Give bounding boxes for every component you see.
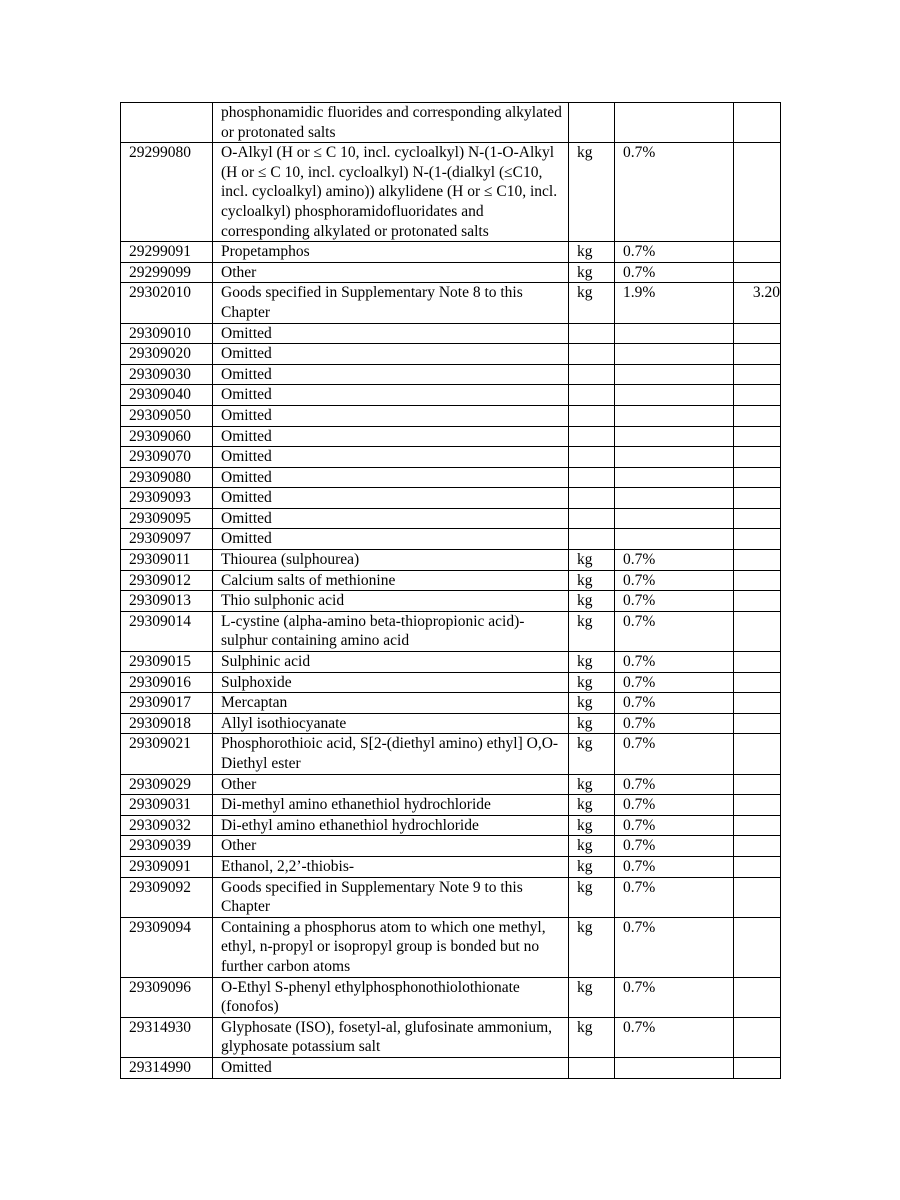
- description-cell: O-Ethyl S-phenyl ethylphosphonothiolothionate (fonofos): [213, 977, 569, 1017]
- tariff-code-cell: 29309096: [121, 977, 213, 1017]
- duty-rate-cell: [615, 426, 734, 447]
- duty-rate-cell: 0.7%: [615, 570, 734, 591]
- tariff-code-cell: 29309029: [121, 774, 213, 795]
- duty-rate-cell: 0.7%: [615, 611, 734, 651]
- table-row: [121, 795, 781, 816]
- tariff-code-cell: 29309060: [121, 426, 213, 447]
- extra-rate-cell: [734, 836, 781, 857]
- description-cell: Thiourea (sulphourea): [213, 550, 569, 571]
- unit-cell: kg: [569, 143, 615, 242]
- unit-cell: kg: [569, 262, 615, 283]
- tariff-code-cell: 29309012: [121, 570, 213, 591]
- extra-rate-cell: [734, 856, 781, 877]
- tariff-code-cell: 29309030: [121, 364, 213, 385]
- description-cell: Thio sulphonic acid: [213, 591, 569, 612]
- unit-cell: [569, 529, 615, 550]
- duty-rate-cell: 0.7%: [615, 652, 734, 673]
- table-row: [121, 1017, 781, 1057]
- unit-cell: [569, 364, 615, 385]
- extra-rate-cell: [734, 1057, 781, 1078]
- tariff-code-cell: 29309021: [121, 734, 213, 774]
- description-cell: Calcium salts of methionine: [213, 570, 569, 591]
- duty-rate-cell: 0.7%: [615, 672, 734, 693]
- tariff-code-cell: 29309032: [121, 815, 213, 836]
- tariff-code-cell: 29309080: [121, 467, 213, 488]
- duty-rate-cell: [615, 323, 734, 344]
- extra-rate-cell: [734, 426, 781, 447]
- table-row: [121, 1057, 781, 1078]
- unit-cell: [569, 467, 615, 488]
- tariff-code-cell: 29309011: [121, 550, 213, 571]
- table-row: [121, 713, 781, 734]
- unit-cell: [569, 344, 615, 365]
- unit-cell: [569, 508, 615, 529]
- duty-rate-cell: 0.7%: [615, 734, 734, 774]
- unit-cell: kg: [569, 815, 615, 836]
- extra-rate-cell: [734, 1017, 781, 1057]
- extra-rate-cell: [734, 262, 781, 283]
- tariff-code-cell: 29309091: [121, 856, 213, 877]
- unit-cell: kg: [569, 242, 615, 263]
- table-row: [121, 570, 781, 591]
- extra-rate-cell: [734, 508, 781, 529]
- description-cell: Propetamphos: [213, 242, 569, 263]
- description-cell: Omitted: [213, 488, 569, 509]
- duty-rate-cell: [615, 529, 734, 550]
- description-cell: Glyphosate (ISO), fosetyl-al, glufosinate ammonium, glyphosate potassium salt: [213, 1017, 569, 1057]
- table-row: [121, 693, 781, 714]
- table-row: [121, 815, 781, 836]
- table-row: [121, 323, 781, 344]
- table-row: [121, 262, 781, 283]
- extra-rate-cell: [734, 977, 781, 1017]
- description-cell: Omitted: [213, 447, 569, 468]
- table-row: [121, 508, 781, 529]
- unit-cell: kg: [569, 672, 615, 693]
- extra-rate-cell: [734, 447, 781, 468]
- table-row: [121, 143, 781, 242]
- table-row: [121, 242, 781, 263]
- duty-rate-cell: [615, 467, 734, 488]
- extra-rate-cell: [734, 652, 781, 673]
- description-cell: Goods specified in Supplementary Note 8 to this Chapter: [213, 283, 569, 323]
- description-cell: Other: [213, 836, 569, 857]
- tariff-table-body: [121, 103, 781, 1079]
- duty-rate-cell: 1.9%: [615, 283, 734, 323]
- duty-rate-cell: 0.7%: [615, 713, 734, 734]
- description-cell: Mercaptan: [213, 693, 569, 714]
- extra-rate-cell: 3.20: [734, 283, 781, 323]
- duty-rate-cell: 0.7%: [615, 1017, 734, 1057]
- unit-cell: [569, 447, 615, 468]
- table-row: [121, 405, 781, 426]
- extra-rate-cell: [734, 242, 781, 263]
- tariff-code-cell: 29299091: [121, 242, 213, 263]
- duty-rate-cell: 0.7%: [615, 774, 734, 795]
- extra-rate-cell: [734, 570, 781, 591]
- description-cell: Other: [213, 262, 569, 283]
- tariff-code-cell: 29299080: [121, 143, 213, 242]
- unit-cell: kg: [569, 774, 615, 795]
- extra-rate-cell: [734, 672, 781, 693]
- table-row: [121, 426, 781, 447]
- tariff-code-cell: 29309013: [121, 591, 213, 612]
- extra-rate-cell: [734, 323, 781, 344]
- duty-rate-cell: [615, 1057, 734, 1078]
- table-row: [121, 611, 781, 651]
- description-cell: Phosphorothioic acid, S[2-(diethyl amino) ethyl] O,O-Diethyl ester: [213, 734, 569, 774]
- extra-rate-cell: [734, 734, 781, 774]
- extra-rate-cell: [734, 611, 781, 651]
- extra-rate-cell: [734, 488, 781, 509]
- unit-cell: kg: [569, 570, 615, 591]
- description-cell: Di-methyl amino ethanethiol hydrochloride: [213, 795, 569, 816]
- tariff-code-cell: 29314990: [121, 1057, 213, 1078]
- description-cell: Omitted: [213, 529, 569, 550]
- table-row: [121, 652, 781, 673]
- unit-cell: [569, 488, 615, 509]
- unit-cell: kg: [569, 283, 615, 323]
- unit-cell: kg: [569, 550, 615, 571]
- extra-rate-cell: [734, 550, 781, 571]
- duty-rate-cell: 0.7%: [615, 693, 734, 714]
- unit-cell: kg: [569, 917, 615, 977]
- tariff-code-cell: 29309070: [121, 447, 213, 468]
- description-cell: Omitted: [213, 426, 569, 447]
- tariff-code-cell: 29309093: [121, 488, 213, 509]
- tariff-code-cell: 29309039: [121, 836, 213, 857]
- duty-rate-cell: 0.7%: [615, 550, 734, 571]
- tariff-table: [120, 102, 781, 1079]
- extra-rate-cell: [734, 917, 781, 977]
- description-cell: Omitted: [213, 364, 569, 385]
- table-row: [121, 917, 781, 977]
- description-cell: Omitted: [213, 385, 569, 406]
- table-row: [121, 591, 781, 612]
- tariff-code-cell: 29299099: [121, 262, 213, 283]
- extra-rate-cell: [734, 774, 781, 795]
- description-cell: phosphonamidic fluorides and corresponding alkylated or protonated salts: [213, 103, 569, 143]
- table-row: [121, 734, 781, 774]
- table-row: [121, 488, 781, 509]
- unit-cell: kg: [569, 877, 615, 917]
- extra-rate-cell: [734, 693, 781, 714]
- description-cell: O-Alkyl (H or ≤ C 10, incl. cycloalkyl) N-(1-O-Alkyl (H or ≤ C 10, incl. cycloalkyl) N-(1-(dialkyl (≤C10, incl. cycloalkyl) amino)) alkylidene (H or ≤ C10, incl. cycloalkyl) phosphoramidofluoridates and corresponding alkylated or protonated salts: [213, 143, 569, 242]
- description-cell: Sulphoxide: [213, 672, 569, 693]
- extra-rate-cell: [734, 143, 781, 242]
- unit-cell: kg: [569, 611, 615, 651]
- description-cell: Omitted: [213, 405, 569, 426]
- duty-rate-cell: 0.7%: [615, 143, 734, 242]
- tariff-code-cell: 29309018: [121, 713, 213, 734]
- description-cell: L-cystine (alpha-amino beta-thiopropionic acid)-sulphur containing amino acid: [213, 611, 569, 651]
- unit-cell: kg: [569, 836, 615, 857]
- unit-cell: kg: [569, 591, 615, 612]
- duty-rate-cell: [615, 508, 734, 529]
- unit-cell: kg: [569, 977, 615, 1017]
- extra-rate-cell: [734, 344, 781, 365]
- table-row: [121, 344, 781, 365]
- table-row: [121, 364, 781, 385]
- unit-cell: [569, 1057, 615, 1078]
- tariff-code-cell: 29302010: [121, 283, 213, 323]
- duty-rate-cell: 0.7%: [615, 242, 734, 263]
- description-cell: Omitted: [213, 344, 569, 365]
- unit-cell: [569, 103, 615, 143]
- table-row: [121, 385, 781, 406]
- table-row: [121, 977, 781, 1017]
- tariff-code-cell: 29309092: [121, 877, 213, 917]
- description-cell: Containing a phosphorus atom to which one methyl, ethyl, n-propyl or isopropyl group is bonded but no further carbon atoms: [213, 917, 569, 977]
- tariff-code-cell: 29309097: [121, 529, 213, 550]
- table-row: [121, 103, 781, 143]
- table-row: [121, 856, 781, 877]
- description-cell: Goods specified in Supplementary Note 9 to this Chapter: [213, 877, 569, 917]
- unit-cell: kg: [569, 652, 615, 673]
- extra-rate-cell: [734, 385, 781, 406]
- description-cell: Omitted: [213, 323, 569, 344]
- duty-rate-cell: [615, 405, 734, 426]
- extra-rate-cell: [734, 467, 781, 488]
- table-row: [121, 283, 781, 323]
- duty-rate-cell: 0.7%: [615, 856, 734, 877]
- tariff-code-cell: 29309031: [121, 795, 213, 816]
- table-row: [121, 877, 781, 917]
- tariff-code-cell: 29309050: [121, 405, 213, 426]
- tariff-code-cell: 29309010: [121, 323, 213, 344]
- duty-rate-cell: [615, 344, 734, 365]
- description-cell: Omitted: [213, 508, 569, 529]
- unit-cell: kg: [569, 734, 615, 774]
- tariff-code-cell: 29314930: [121, 1017, 213, 1057]
- tariff-code-cell: [121, 103, 213, 143]
- duty-rate-cell: 0.7%: [615, 262, 734, 283]
- tariff-code-cell: 29309020: [121, 344, 213, 365]
- table-row: [121, 529, 781, 550]
- extra-rate-cell: [734, 713, 781, 734]
- description-cell: Omitted: [213, 467, 569, 488]
- table-row: [121, 550, 781, 571]
- duty-rate-cell: 0.7%: [615, 591, 734, 612]
- duty-rate-cell: [615, 385, 734, 406]
- description-cell: Allyl isothiocyanate: [213, 713, 569, 734]
- duty-rate-cell: 0.7%: [615, 836, 734, 857]
- extra-rate-cell: [734, 103, 781, 143]
- table-row: [121, 774, 781, 795]
- duty-rate-cell: 0.7%: [615, 917, 734, 977]
- unit-cell: [569, 405, 615, 426]
- table-row: [121, 836, 781, 857]
- description-cell: Other: [213, 774, 569, 795]
- unit-cell: kg: [569, 1017, 615, 1057]
- tariff-code-cell: 29309095: [121, 508, 213, 529]
- duty-rate-cell: [615, 488, 734, 509]
- extra-rate-cell: [734, 815, 781, 836]
- unit-cell: kg: [569, 713, 615, 734]
- unit-cell: kg: [569, 693, 615, 714]
- unit-cell: kg: [569, 856, 615, 877]
- unit-cell: [569, 323, 615, 344]
- tariff-code-cell: 29309016: [121, 672, 213, 693]
- tariff-code-cell: 29309094: [121, 917, 213, 977]
- table-row: [121, 672, 781, 693]
- duty-rate-cell: 0.7%: [615, 795, 734, 816]
- duty-rate-cell: 0.7%: [615, 977, 734, 1017]
- extra-rate-cell: [734, 795, 781, 816]
- description-cell: Ethanol, 2,2’-thiobis-: [213, 856, 569, 877]
- tariff-code-cell: 29309017: [121, 693, 213, 714]
- tariff-code-cell: 29309015: [121, 652, 213, 673]
- table-row: [121, 447, 781, 468]
- extra-rate-cell: [734, 405, 781, 426]
- extra-rate-cell: [734, 591, 781, 612]
- description-cell: Sulphinic acid: [213, 652, 569, 673]
- description-cell: Di-ethyl amino ethanethiol hydrochloride: [213, 815, 569, 836]
- duty-rate-cell: 0.7%: [615, 877, 734, 917]
- tariff-code-cell: 29309014: [121, 611, 213, 651]
- unit-cell: [569, 385, 615, 406]
- duty-rate-cell: [615, 364, 734, 385]
- extra-rate-cell: [734, 877, 781, 917]
- description-cell: Omitted: [213, 1057, 569, 1078]
- duty-rate-cell: [615, 447, 734, 468]
- table-row: [121, 467, 781, 488]
- unit-cell: kg: [569, 795, 615, 816]
- unit-cell: [569, 426, 615, 447]
- tariff-code-cell: 29309040: [121, 385, 213, 406]
- extra-rate-cell: [734, 529, 781, 550]
- duty-rate-cell: [615, 103, 734, 143]
- extra-rate-cell: [734, 364, 781, 385]
- duty-rate-cell: 0.7%: [615, 815, 734, 836]
